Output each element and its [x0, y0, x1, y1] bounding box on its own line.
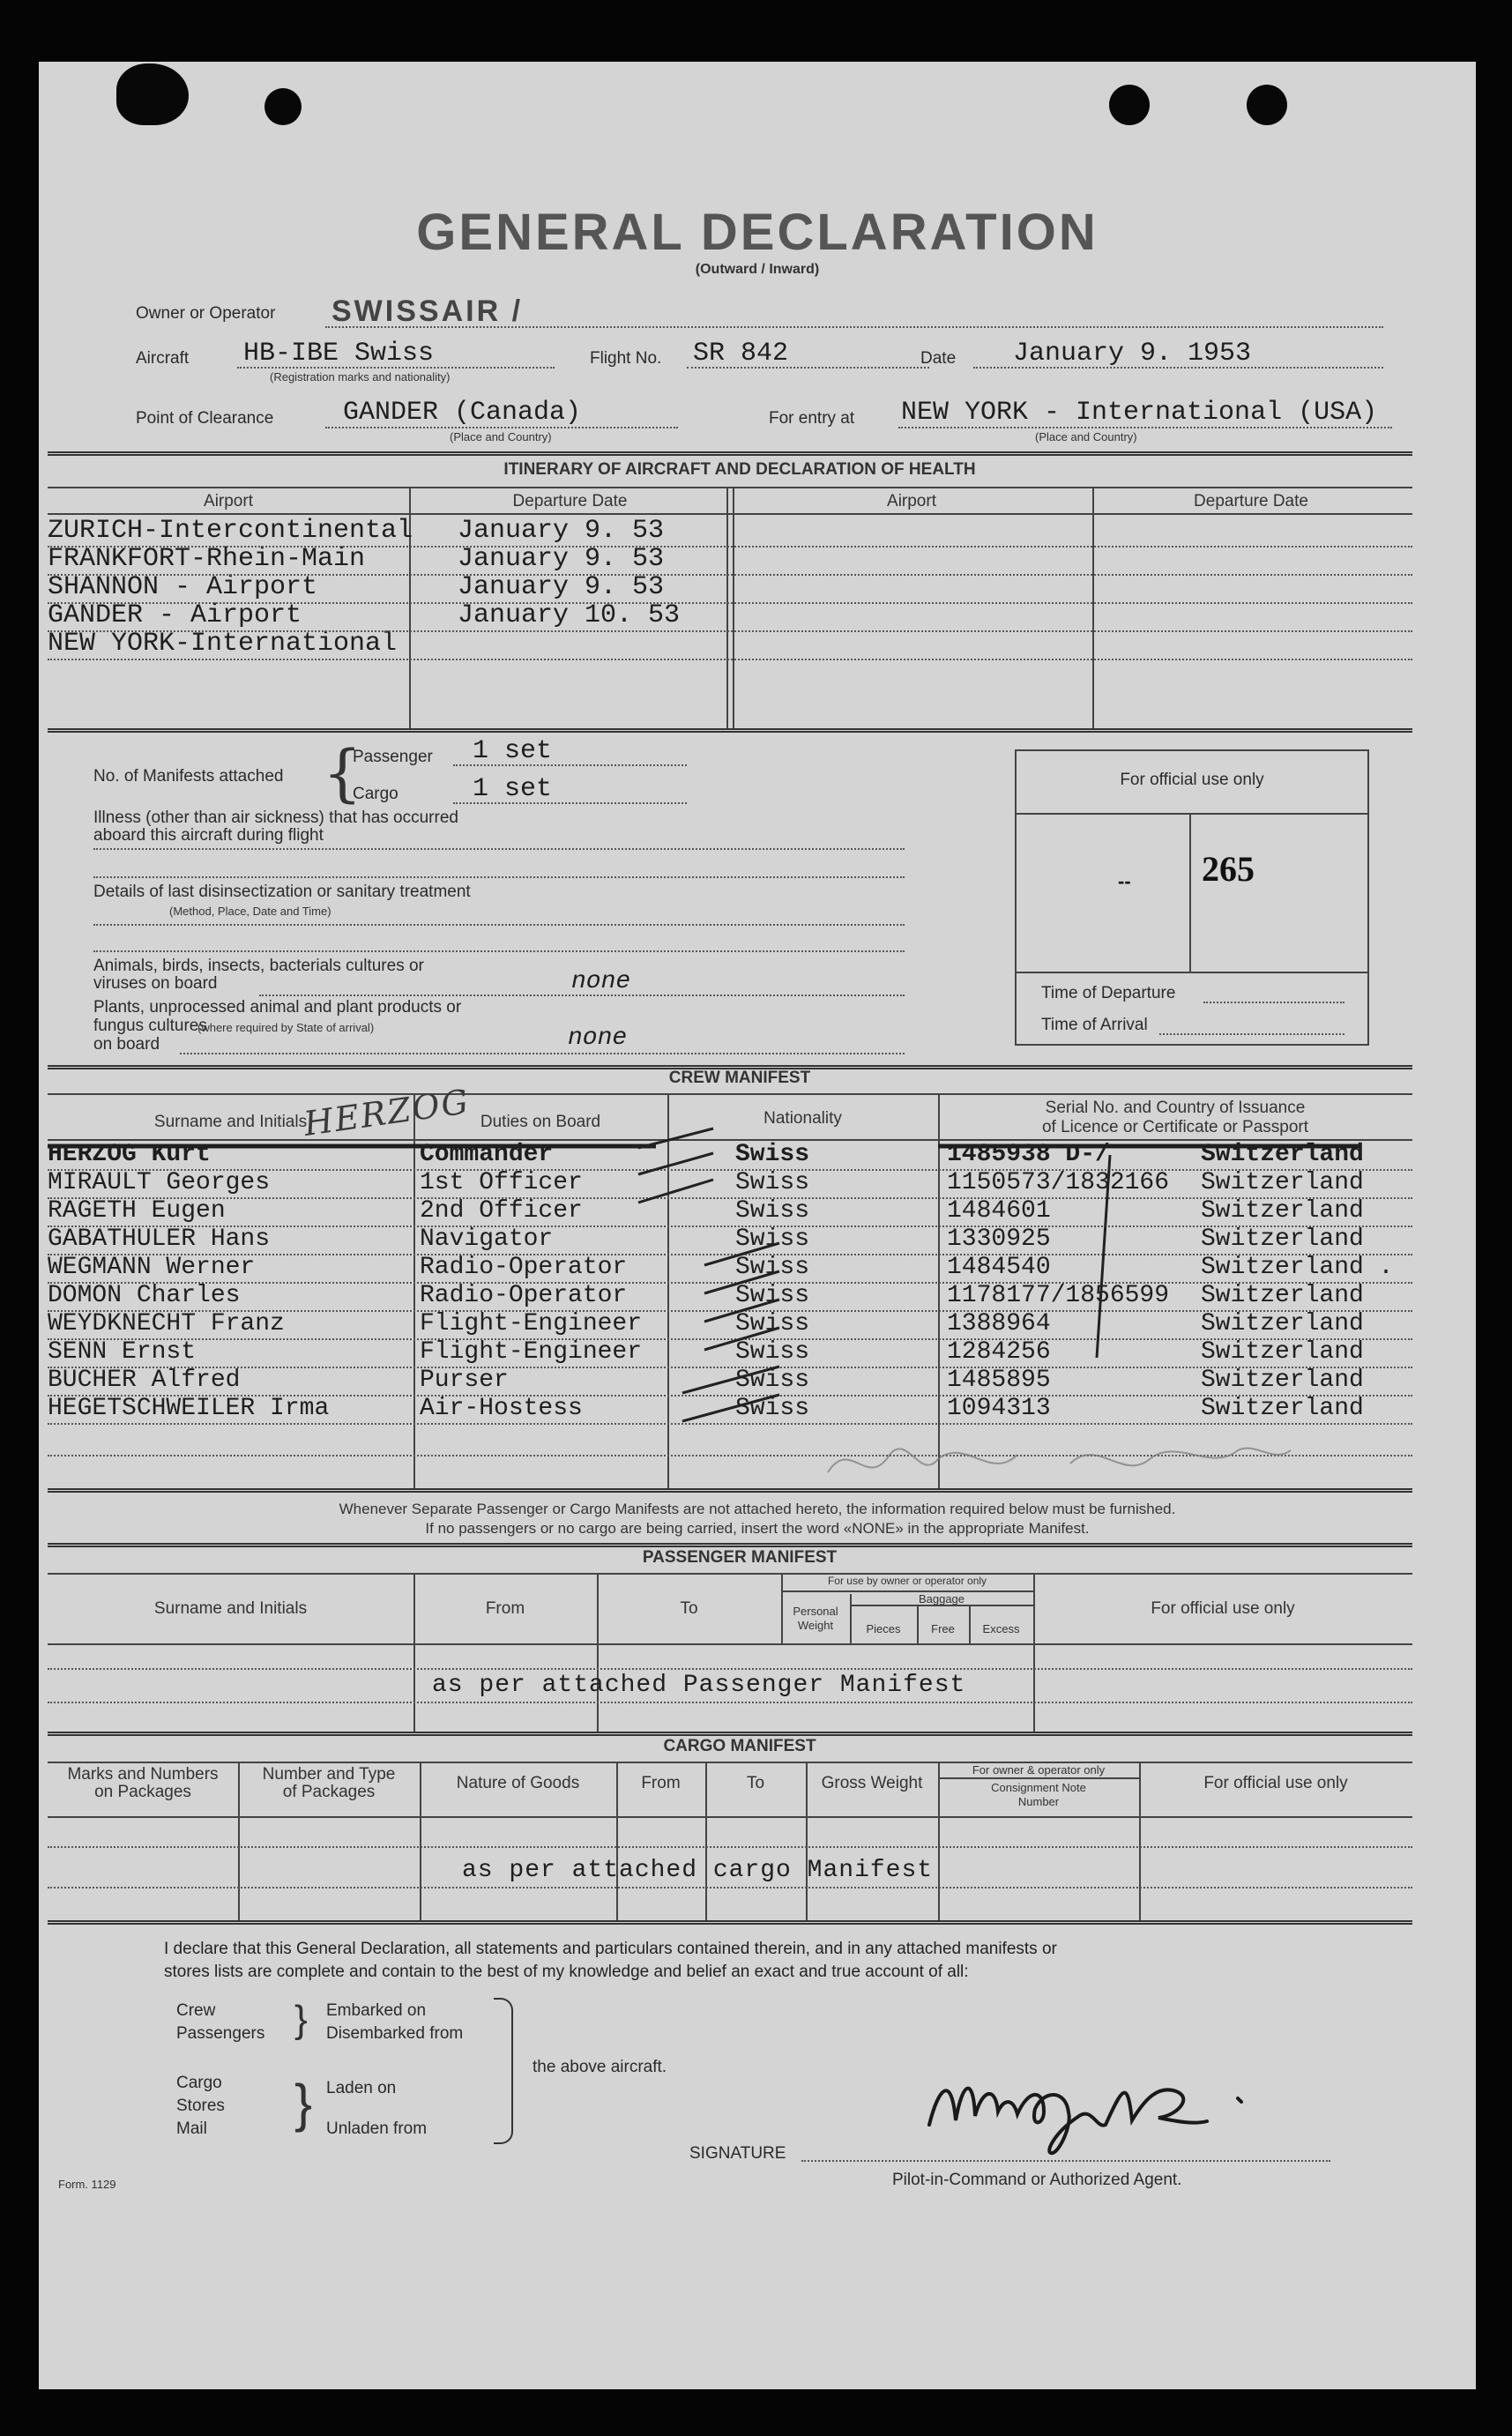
- crew-serial: 1330925: [947, 1225, 1051, 1253]
- entry-label: For entry at: [769, 409, 855, 428]
- clearance-label: Point of Clearance: [136, 409, 274, 428]
- crew-duty: 2nd Officer: [420, 1197, 583, 1225]
- passenger-col-owner: For use by owner or operator only: [827, 1575, 987, 1587]
- crew-name: SENN Ernst: [48, 1338, 197, 1366]
- itinerary-airport: GANDER - Airport: [48, 600, 302, 630]
- crew-nationality: Swiss: [735, 1169, 810, 1196]
- crew-country: Switzerland .: [1201, 1254, 1394, 1281]
- vertical-pen-stroke: [1097, 1155, 1110, 1358]
- entry-value: NEW YORK - International (USA): [901, 398, 1378, 428]
- clearance-value: GANDER (Canada): [343, 398, 582, 428]
- decl-unladen: Unladen from: [326, 2119, 428, 2138]
- decl-embarked: Embarked on: [326, 2001, 427, 2020]
- cargo-col-number-2: of Packages: [282, 1783, 376, 1801]
- crew-heading: CREW MANIFEST: [668, 1069, 811, 1087]
- passenger-col-official: For official use only: [1151, 1599, 1295, 1618]
- crew-serial: 1094313: [947, 1395, 1051, 1422]
- decl-big-brace: [494, 1998, 513, 2144]
- crew-duty: Flight-Engineer: [420, 1310, 643, 1337]
- plants-note: (where required by State of arrival): [197, 1021, 375, 1034]
- form-title: GENERAL DECLARATION: [416, 204, 1099, 261]
- notice-line-2: If no passengers or no cargo are being carried, insert the word «NONE» in the appropriate Manifest.: [425, 1520, 1090, 1537]
- decl-brace-2: }: [294, 2074, 313, 2133]
- aircraft-label: Aircraft: [136, 349, 190, 368]
- cargo-label: Cargo: [353, 785, 398, 803]
- cargo-col-marks-2: on Packages: [94, 1783, 191, 1801]
- owner-value: SWISSAIR /: [331, 294, 524, 328]
- crew-serial: 1284256: [947, 1338, 1051, 1366]
- crew-country: Switzerland: [1201, 1395, 1364, 1422]
- passenger-label: Passenger: [353, 748, 433, 766]
- decl-disembarked: Disembarked from: [326, 2024, 464, 2043]
- cargo-col-weight: Gross Weight: [821, 1774, 923, 1792]
- check-mark: [638, 1153, 713, 1174]
- check-mark: [704, 1328, 779, 1350]
- itinerary-col-departure: Departure Date: [512, 492, 628, 510]
- pilot-signature: [912, 2037, 1282, 2169]
- official-use-title: For official use only: [1120, 771, 1264, 789]
- crew-country: Switzerland: [1201, 1141, 1364, 1168]
- cargo-col-nature: Nature of Goods: [456, 1774, 580, 1792]
- passenger-value: 1 set: [473, 736, 553, 766]
- crew-duty: Radio-Operator: [420, 1282, 628, 1309]
- cargo-col-marks: Marks and Numbers: [67, 1765, 219, 1784]
- illness-label-2: aboard this aircraft during flight: [93, 826, 324, 845]
- passenger-heading: PASSENGER MANIFEST: [642, 1548, 838, 1567]
- official-dash: --: [1118, 870, 1131, 892]
- decl-stores: Stores: [176, 2097, 225, 2115]
- itinerary-date: January 9. 53: [458, 544, 665, 574]
- disinsect-note: (Method, Place, Date and Time): [169, 905, 331, 918]
- itinerary-col-airport: Airport: [204, 492, 253, 510]
- crew-serial: 1178177/1856599: [947, 1282, 1170, 1309]
- animals-value: none: [571, 968, 631, 995]
- crew-country: Switzerland: [1201, 1169, 1364, 1196]
- clearance-note: (Place and Country): [450, 430, 552, 443]
- decl-passengers: Passengers: [176, 2024, 265, 2043]
- cargo-col-owner: For owner & operator only: [972, 1763, 1106, 1777]
- crew-duty: Commander: [420, 1141, 554, 1168]
- itinerary-heading: ITINERARY OF AIRCRAFT AND DECLARATION OF HEALTH: [503, 460, 976, 479]
- itinerary-col-airport-2: Airport: [887, 492, 936, 510]
- check-mark: [638, 1129, 713, 1148]
- crew-name: MIRAULT Georges: [48, 1169, 271, 1196]
- manifests-brace: {: [323, 737, 362, 809]
- official-number: 265: [1202, 849, 1255, 889]
- crew-country: Switzerland: [1201, 1310, 1364, 1337]
- crew-name: HEGETSCHWEILER Irma: [48, 1395, 330, 1422]
- check-mark: [704, 1243, 779, 1265]
- form-number: Form. 1129: [58, 2178, 116, 2191]
- decl-cargo: Cargo: [176, 2074, 222, 2092]
- passenger-note: as per attached Passenger Manifest: [432, 1672, 966, 1699]
- itinerary-col-departure-2: Departure Date: [1194, 492, 1308, 510]
- plants-label: Plants, unprocessed animal and plant products or: [93, 998, 462, 1017]
- plants-value: none: [568, 1024, 628, 1052]
- date-value: January 9. 1953: [1013, 339, 1252, 369]
- animals-label-2: viruses on board: [93, 974, 218, 993]
- passenger-col-weight-2: Weight: [797, 1619, 834, 1632]
- check-mark: [682, 1367, 779, 1393]
- cargo-col-from: From: [641, 1774, 681, 1792]
- declaration-text-2: stores lists are complete and contain to the best of my knowledge and belief an exact and true account of all:: [164, 1963, 969, 1981]
- crew-country: Switzerland: [1201, 1367, 1364, 1394]
- cargo-heading: CARGO MANIFEST: [663, 1737, 816, 1755]
- crew-name: DOMON Charles: [48, 1282, 241, 1309]
- flight-value: SR 842: [693, 339, 789, 369]
- crew-serial: 1485938 D-/: [947, 1141, 1110, 1168]
- cargo-col-consignment-2: Number: [1017, 1795, 1060, 1808]
- decl-above-aircraft: the above aircraft.: [533, 2058, 667, 2076]
- crew-col-name: Surname and Initials: [153, 1113, 308, 1131]
- crew-name: GABATHULER Hans: [48, 1225, 271, 1253]
- passenger-col-free: Free: [931, 1622, 955, 1635]
- illness-label: Illness (other than air sickness) that has occurred: [93, 808, 458, 827]
- passenger-col-excess: Excess: [982, 1622, 1020, 1635]
- crew-nationality: Swiss: [735, 1338, 810, 1366]
- cargo-value: 1 set: [473, 774, 553, 804]
- time-departure-label: Time of Departure: [1041, 984, 1176, 1002]
- crew-country: Switzerland: [1201, 1225, 1364, 1253]
- crew-duty: 1st Officer: [420, 1169, 583, 1196]
- itinerary-airport: SHANNON - Airport: [48, 572, 318, 602]
- crew-col-nationality: Nationality: [763, 1109, 842, 1128]
- decl-mail: Mail: [176, 2119, 207, 2138]
- crew-name: BUCHER Alfred: [48, 1367, 241, 1394]
- itinerary-date: January 10. 53: [458, 600, 681, 630]
- plants-label-2: fungus cultures: [93, 1017, 207, 1035]
- aircraft-note: (Registration marks and nationality): [270, 370, 451, 384]
- passenger-col-from: From: [485, 1599, 525, 1618]
- pilot-label: Pilot-in-Command or Authorized Agent.: [892, 2171, 1182, 2189]
- passenger-col-to: To: [680, 1599, 698, 1618]
- check-mark: [682, 1395, 779, 1421]
- faint-handwriting: [828, 1449, 1291, 1472]
- cargo-col-consignment: Consignment Note: [991, 1781, 1086, 1794]
- animals-label: Animals, birds, insects, bacterials cultures or: [93, 957, 424, 975]
- crew-duty: Flight-Engineer: [420, 1338, 643, 1366]
- crew-col-serial-2: of Licence or Certificate or Passport: [1041, 1118, 1309, 1136]
- cargo-col-official: For official use only: [1203, 1774, 1348, 1792]
- plants-label-3: on board: [93, 1035, 160, 1054]
- crew-nationality: Swiss: [735, 1282, 810, 1309]
- check-mark: [638, 1180, 713, 1203]
- notice-line-1: Whenever Separate Passenger or Cargo Manifests are not attached hereto, the information required below must be furnished.: [339, 1501, 1176, 1517]
- crew-country: Switzerland: [1201, 1282, 1364, 1309]
- crew-duty: Navigator: [420, 1225, 554, 1253]
- crew-serial: 1150573/1832166: [947, 1169, 1170, 1196]
- form-subtitle: (Outward / Inward): [695, 262, 820, 277]
- crew-serial: 1484540: [947, 1254, 1051, 1281]
- itinerary-date: January 9. 53: [458, 572, 665, 602]
- crew-duty: Radio-Operator: [420, 1254, 628, 1281]
- crew-nationality: Swiss: [735, 1225, 810, 1253]
- crew-nationality: Swiss: [735, 1254, 810, 1281]
- aircraft-value: HB-IBE Swiss: [243, 339, 435, 369]
- crew-col-duties: Duties on Board: [480, 1113, 601, 1131]
- crew-nationality: Swiss: [735, 1367, 810, 1394]
- crew-duty: Purser: [420, 1367, 509, 1394]
- crew-nationality: Swiss: [735, 1310, 810, 1337]
- declaration-text-1: I declare that this General Declaration, all statements and particulars contained therein, and in any attached manifests or: [164, 1940, 1057, 1958]
- check-mark: [704, 1300, 779, 1322]
- flight-label: Flight No.: [590, 349, 662, 368]
- crew-duty: Air-Hostess: [420, 1395, 583, 1422]
- crew-name: HERZOG Kurt: [48, 1141, 211, 1168]
- handwritten-herzog: HERZOG: [301, 1082, 473, 1144]
- crew-name: RAGETH Eugen: [48, 1197, 226, 1225]
- crew-name: WEYDKNECHT Franz: [48, 1310, 285, 1337]
- owner-label: Owner or Operator: [136, 304, 276, 323]
- itinerary-date: January 9. 53: [458, 516, 665, 546]
- cargo-col-to: To: [746, 1774, 765, 1792]
- passenger-col-weight: Personal: [793, 1605, 838, 1618]
- crew-serial: 1485895: [947, 1367, 1051, 1394]
- disinsect-label: Details of last disinsectization or sanitary treatment: [93, 883, 471, 901]
- time-arrival-label: Time of Arrival: [1041, 1016, 1148, 1034]
- decl-crew: Crew: [176, 2001, 216, 2020]
- crew-serial: 1388964: [947, 1310, 1051, 1337]
- manifests-label: No. of Manifests attached: [93, 767, 284, 786]
- check-mark: [704, 1271, 779, 1293]
- crew-country: Switzerland: [1201, 1197, 1364, 1225]
- passenger-col-baggage: Baggage: [918, 1592, 965, 1605]
- crew-country: Switzerland: [1201, 1338, 1364, 1366]
- crew-nationality: Swiss: [735, 1141, 810, 1168]
- entry-note: (Place and Country): [1035, 430, 1137, 443]
- signature-label: SIGNATURE: [689, 2144, 786, 2163]
- itinerary-airport: NEW YORK-International: [48, 629, 398, 659]
- crew-name: WEGMANN Werner: [48, 1254, 256, 1281]
- cargo-col-number: Number and Type: [262, 1765, 396, 1784]
- cargo-note: as per attached cargo Manifest: [462, 1857, 934, 1884]
- form-sheet: [39, 62, 1476, 2389]
- date-label: Date: [920, 349, 957, 368]
- itinerary-airport: ZURICH-Intercontinental: [48, 516, 413, 546]
- passenger-col-name: Surname and Initials: [153, 1599, 308, 1618]
- decl-laden: Laden on: [326, 2079, 397, 2097]
- crew-serial: 1484601: [947, 1197, 1051, 1225]
- crew-col-serial: Serial No. and Country of Issuance: [1045, 1099, 1306, 1117]
- decl-brace-1: }: [294, 1998, 308, 2041]
- crew-nationality: Swiss: [735, 1395, 810, 1422]
- itinerary-airport: FRANKFORT-Rhein-Main: [48, 544, 366, 574]
- crew-nationality: Swiss: [735, 1197, 810, 1225]
- passenger-col-pieces: Pieces: [866, 1622, 901, 1635]
